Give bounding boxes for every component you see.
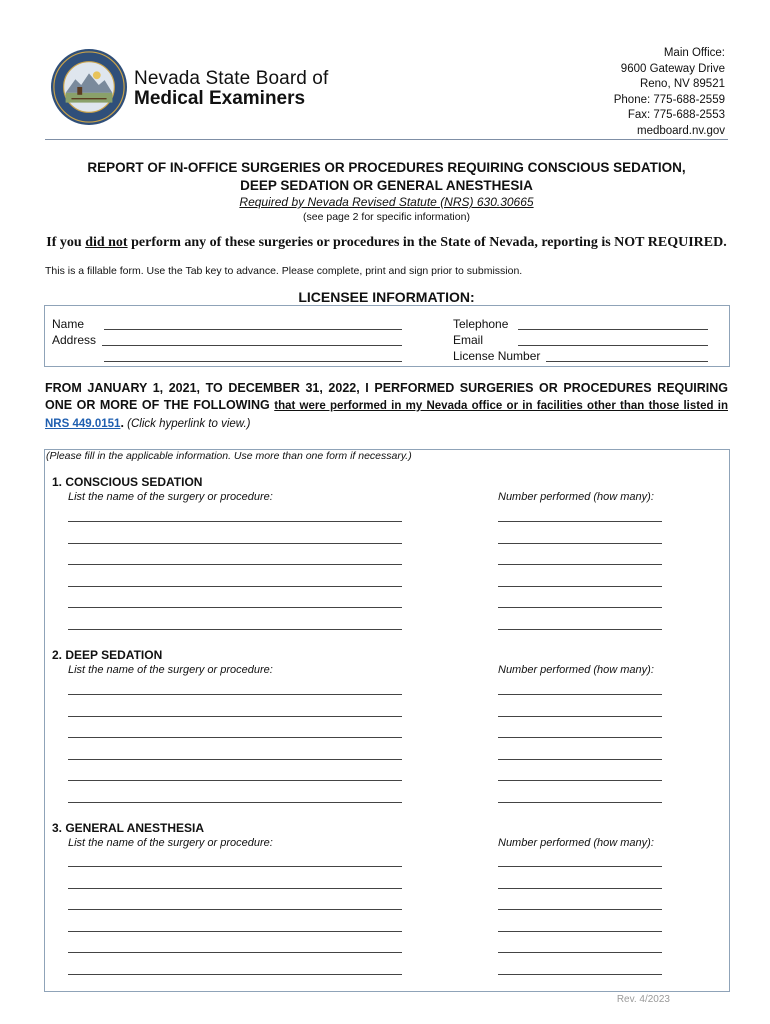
telephone-row [453,317,508,331]
section3-count-field[interactable] [498,909,662,910]
report-title-line1: REPORT OF IN-OFFICE SURGERIES OR PROCEDURES REQUIRING CONSCIOUS SEDATION, [87,160,686,175]
section2-count-field[interactable] [498,694,662,695]
license-number-field[interactable] [546,361,708,362]
header-divider [45,139,728,140]
org-name-line1: Nevada State Board of [134,68,329,89]
section-general-anesthesia-title: 3. GENERAL ANESTHESIA [52,821,205,835]
section3-count-field[interactable] [498,952,662,953]
section1-procedure-field[interactable] [68,607,402,608]
office-city: Reno, NV 89521 [639,78,725,90]
telephone-label: Telephone [453,317,509,331]
procedures-box [44,449,730,992]
email-field[interactable] [518,345,708,346]
office-fax: Fax: 775-688-2553 [627,109,725,121]
section2-count-label: Number performed (how many): [498,664,654,676]
section1-procedure-field[interactable] [68,521,402,522]
email-row [453,333,483,347]
telephone-field[interactable] [518,329,708,330]
section1-procedure-field[interactable] [68,586,402,587]
licensee-section-title: LICENSEE INFORMATION: [298,289,475,305]
section3-procedure-label: List the name of the surgery or procedure: [68,837,273,849]
statement-bold: FROM JANUARY 1, 2021, TO DECEMBER 31, 2022, I PERFORMED SURGERIES OR PROCEDURES REQUIRING ONE OR MORE OF THE FOLLOWING [45,381,728,412]
section1-count-label: Number performed (how many): [498,491,654,503]
email-label: Email [453,333,484,347]
section2-count-field[interactable] [498,802,662,803]
name-field[interactable] [104,329,402,330]
section1-count-field[interactable] [498,586,662,587]
section1-procedure-field[interactable] [68,629,402,630]
section3-count-field[interactable] [498,866,662,867]
statute-text: Required by Nevada Revised Statute (NRS) 630.30665 [239,195,534,209]
statement-underlined: that were performed in my Nevada office or in facilities other than those listed in [274,400,728,412]
section3-procedure-field[interactable] [68,931,402,932]
notice-emphasis: did not [85,235,128,250]
section1-count-field[interactable] [498,607,662,608]
address-row [52,333,96,347]
statement-period: . [120,416,124,430]
nrs-hyperlink[interactable]: NRS 449.0151 [45,418,121,430]
section2-count-field[interactable] [498,780,662,781]
section1-procedure-field[interactable] [68,543,402,544]
fill-instructions: (Please fill in the applicable information. Use more than one form if necessary.) [46,450,412,462]
section3-count-label: Number performed (how many): [498,837,654,849]
section3-procedure-field[interactable] [68,909,402,910]
section2-procedure-field[interactable] [68,802,402,803]
license-row [453,349,540,363]
section2-procedure-field[interactable] [68,716,402,717]
section3-procedure-field[interactable] [68,974,402,975]
section-conscious-sedation-title: 1. CONSCIOUS SEDATION [52,475,203,489]
office-label: Main Office: [663,47,725,59]
hyperlink-hint: (Click hyperlink to view.) [123,418,251,430]
office-phone: Phone: 775-688-2559 [613,93,725,106]
section2-count-field[interactable] [498,737,662,738]
section1-count-field[interactable] [498,629,662,630]
office-website[interactable]: medboard.nv.gov [636,124,725,137]
section2-procedure-field[interactable] [68,780,402,781]
notice-pre: If you [46,235,86,250]
section3-procedure-field[interactable] [68,866,402,867]
name-row [52,317,84,331]
section-deep-sedation-title: 2. DEEP SEDATION [52,648,163,662]
section3-procedure-field[interactable] [68,888,402,889]
section1-count-field[interactable] [498,521,662,522]
section3-count-field[interactable] [498,974,662,975]
section1-procedure-label: List the name of the surgery or procedure: [68,491,273,503]
fillable-form-note: This is a fillable form. Use the Tab key to advance. Please complete, print and sign prior to submission. [45,265,523,277]
section2-count-field[interactable] [498,759,662,760]
address-field-2[interactable] [104,361,402,362]
section1-procedure-field[interactable] [68,564,402,565]
name-label: Name [52,317,85,331]
report-title-line2: DEEP SEDATION OR GENERAL ANESTHESIA [240,178,533,193]
nevada-seal-logo [50,48,128,126]
section3-procedure-field[interactable] [68,952,402,953]
reporting-notice [45,235,728,251]
section2-procedure-label: List the name of the surgery or procedure: [68,664,273,676]
section3-count-field[interactable] [498,888,662,889]
licensee-info-box [44,305,730,367]
revision-date: Rev. 4/2023 [616,994,670,1005]
org-name-line2: Medical Examiners [134,88,306,109]
section2-procedure-field[interactable] [68,694,402,695]
statute-reference [45,195,728,209]
office-street: 9600 Gateway Drive [620,62,725,75]
section2-procedure-field[interactable] [68,737,402,738]
address-label: Address [52,333,97,347]
address-field-1[interactable] [102,345,402,346]
section1-count-field[interactable] [498,543,662,544]
section2-count-field[interactable] [498,716,662,717]
section1-count-field[interactable] [498,564,662,565]
notice-post: perform any of these surgeries or procedures in the State of Nevada, reporting is NOT REQUIRED. [127,235,727,250]
section3-count-field[interactable] [498,931,662,932]
period-statement [45,380,728,433]
section2-procedure-field[interactable] [68,759,402,760]
license-label: License Number [453,349,541,363]
office-address [614,46,725,139]
see-page-note: (see page 2 for specific information) [303,211,470,223]
